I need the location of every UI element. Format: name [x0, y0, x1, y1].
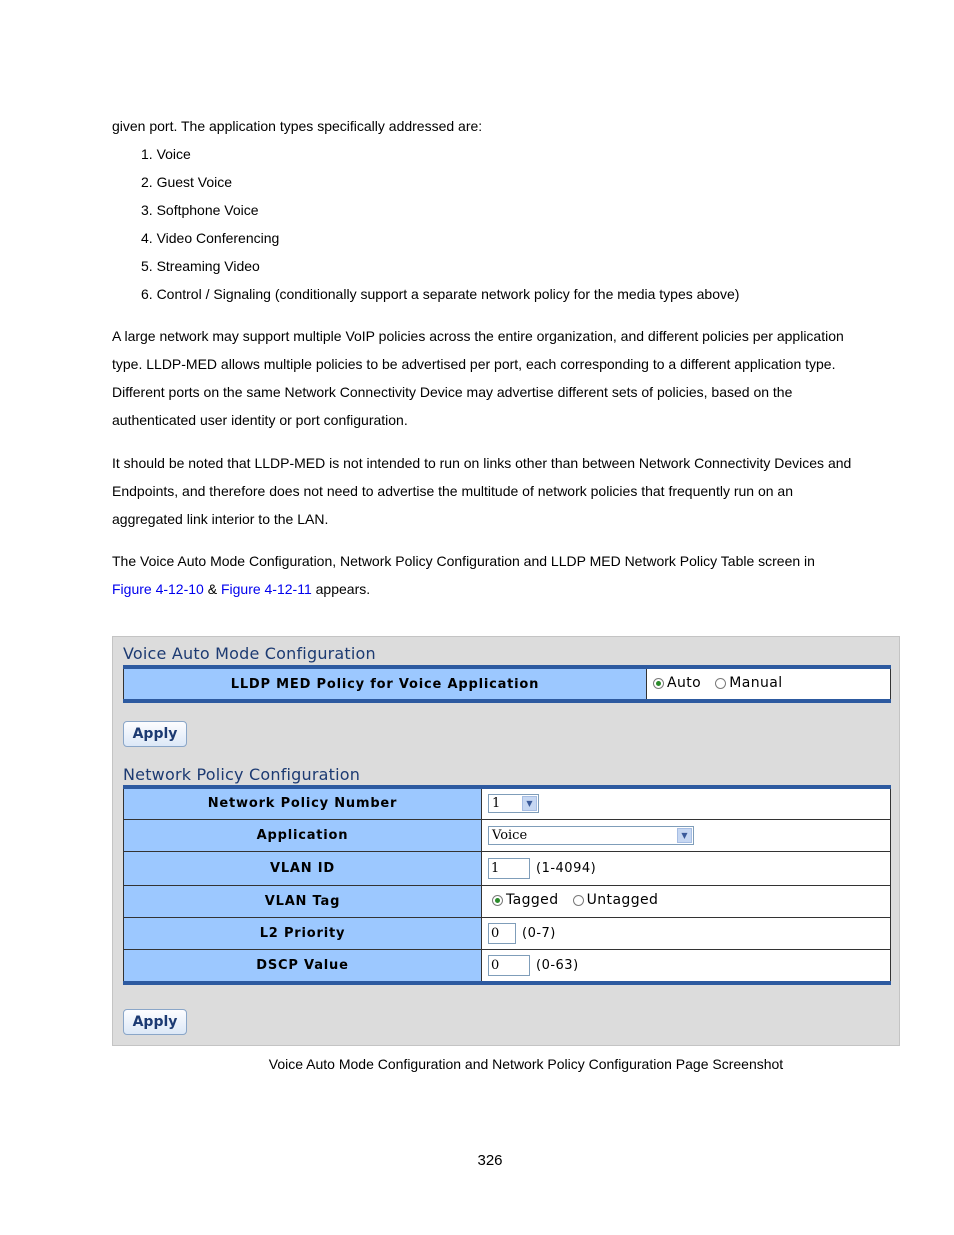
application-types-list — [141, 140, 739, 308]
voice-auto-apply-button[interactable]: Apply — [123, 721, 187, 747]
l2-priority-input[interactable]: 0 — [488, 923, 516, 944]
chevron-down-icon: ▼ — [522, 796, 537, 811]
manual-radio[interactable] — [715, 675, 782, 691]
lldp-med-policy-label: LLDP MED Policy for Voice Application — [124, 667, 647, 701]
voice-mode-cell — [647, 667, 891, 701]
vlan-id-cell — [482, 851, 891, 885]
auto-radio[interactable] — [653, 675, 701, 691]
list-item: 5. Streaming Video — [141, 258, 260, 274]
application-select[interactable] — [488, 826, 694, 845]
l2-priority-cell — [482, 917, 891, 949]
chevron-down-icon: ▼ — [677, 828, 692, 843]
ampersand-text: & — [203, 581, 221, 597]
vlan-tag-label: VLAN Tag — [124, 885, 482, 917]
list-item: 4. Video Conferencing — [141, 230, 280, 246]
dscp-value-label: DSCP Value — [124, 949, 482, 983]
lldp-med-note-paragraph: It should be noted that LLDP-MED is not intended to run on links other than between Network Connectivity Devices and Endpoints, and therefore does not need to advertise the multitude of network policies that frequently run on an aggregated link interior to the LAN. — [112, 455, 852, 527]
vlan-id-label: VLAN ID — [124, 851, 482, 885]
figure-reference-paragraph — [112, 547, 852, 603]
vlan-id-input[interactable]: 1 — [488, 858, 530, 879]
table-row — [124, 885, 891, 917]
network-policy-number-value: 1 — [492, 796, 501, 812]
voice-auto-mode-table — [123, 665, 891, 703]
application-label: Application — [124, 819, 482, 851]
radio-selected-icon — [492, 895, 503, 906]
dscp-value-range: (0-63) — [536, 957, 579, 973]
tagged-radio-label: Tagged — [506, 892, 559, 909]
radio-unselected-icon — [715, 678, 726, 689]
table-row — [124, 667, 891, 701]
page-number: 326 — [477, 1152, 503, 1169]
l2-priority-label: L2 Priority — [124, 917, 482, 949]
figure-reference-text: The Voice Auto Mode Configuration, Network Policy Configuration and LLDP MED Network Policy Table screen in — [112, 553, 815, 569]
list-item: 1. Voice — [141, 146, 191, 162]
manual-radio-label: Manual — [729, 675, 783, 692]
network-policy-apply-button[interactable]: Apply — [123, 1009, 187, 1035]
vlan-tag-cell — [482, 885, 891, 917]
table-row — [124, 851, 891, 885]
untagged-radio[interactable] — [573, 892, 659, 908]
figure-caption: Voice Auto Mode Configuration and Network Policy Configuration Page Screenshot — [268, 1056, 784, 1072]
table-row — [124, 819, 891, 851]
dscp-value-input[interactable]: 0 — [488, 955, 530, 976]
policies-paragraph: A large network may support multiple VoIP policies across the entire organization, and different policies per application type. LLDP-MED allows multiple policies to be advertised per port, each corresponding to a different application type. Different ports on the same Network Connectivity Device may advertise different sets of policies, based on the authenticated user identity or port configuration. — [112, 328, 844, 428]
intro-text: given port. The application types specifically addressed are: — [112, 118, 483, 134]
list-item: 3. Softphone Voice — [141, 202, 259, 218]
table-row — [124, 949, 891, 983]
figure-link-4-12-11[interactable]: Figure 4-12-11 — [220, 581, 312, 597]
network-policy-number-select[interactable] — [488, 794, 539, 813]
untagged-radio-label: Untagged — [586, 892, 659, 909]
l2-priority-range: (0-7) — [522, 925, 556, 941]
voice-auto-mode-title: Voice Auto Mode Configuration — [123, 644, 376, 663]
network-policy-table — [123, 785, 891, 985]
radio-unselected-icon — [573, 895, 584, 906]
list-item: 2. Guest Voice — [141, 174, 233, 190]
figure-link-4-12-10[interactable]: Figure 4-12-10 — [112, 581, 204, 597]
application-cell — [482, 819, 891, 851]
network-policy-number-cell — [482, 787, 891, 819]
list-item: 6. Control / Signaling (conditionally support a separate network policy for the media types above) — [141, 286, 740, 302]
appears-text: appears. — [311, 581, 371, 597]
radio-selected-icon — [653, 678, 664, 689]
auto-radio-label: Auto — [667, 675, 702, 692]
network-policy-number-label: Network Policy Number — [124, 787, 482, 819]
table-row — [124, 787, 891, 819]
screenshot-panel — [112, 636, 900, 1046]
application-value: Voice — [492, 827, 528, 843]
vlan-id-range: (1-4094) — [536, 860, 597, 876]
dscp-value-cell — [482, 949, 891, 983]
tagged-radio[interactable] — [492, 892, 559, 908]
network-policy-title: Network Policy Configuration — [123, 765, 361, 784]
table-row — [124, 917, 891, 949]
